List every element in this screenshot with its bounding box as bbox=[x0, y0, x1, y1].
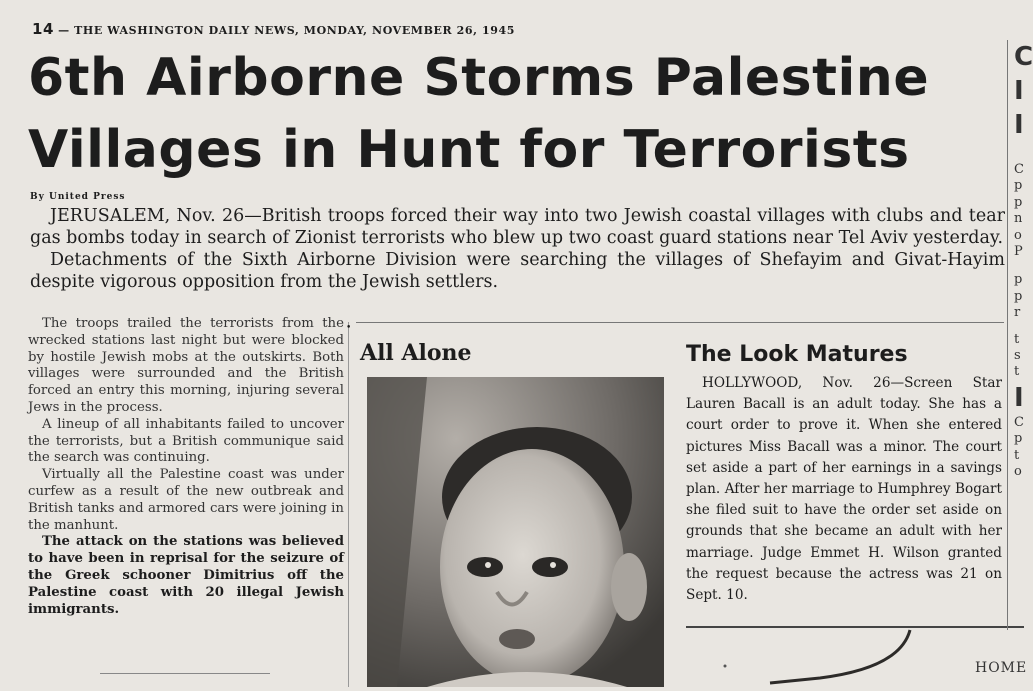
column-end-rule bbox=[100, 673, 270, 674]
left-paragraph-1: The troops trailed the terrorists from the wrecked stations last night but were blocked by hostile Jewish mobs at the outskirts. Both villages were surrounded and the British forced an entry this morning, injuring several Jews in the process. bbox=[28, 316, 344, 415]
lead-paragraphs bbox=[30, 205, 1005, 293]
left-column bbox=[28, 316, 344, 618]
headline-line-2: Villages in Hunt for Terrorists bbox=[28, 120, 910, 180]
left-paragraph-3: Virtually all the Palestine coast was under curfew as a result of the new outbreak and British tanks and armored cars were joining in the manhunt. bbox=[28, 467, 344, 533]
column-divider bbox=[346, 322, 352, 687]
masthead: 14 — THE WASHINGTON DAILY NEWS, MONDAY, NOVEMBER 26, 1945 bbox=[32, 20, 516, 38]
decorative-curve bbox=[700, 628, 920, 688]
page-number: 14 bbox=[32, 20, 55, 38]
lead-paragraph-1: JERUSALEM, Nov. 26—British troops forced their way into two Jewish coastal villages with clubs and tear gas bombs today in search of Zionist terrorists who blew up two coast guard stations near Tel Aviv yesterday. bbox=[30, 206, 1005, 248]
look-story-paragraph: HOLLYWOOD, Nov. 26—Screen Star Lauren Bacall is an adult today. She has a court order to prove it. When she entered pictures Miss Bacall was a minor. The court set aside a part of her earnings in a savings plan. After her marriage to Humphrey Bogart she filed suit to have the order set aside on grounds that she became an adult with her marriage. Judge Emmet H. Wilson granted the request because the actress was 21 on Sept. 10. bbox=[686, 375, 1002, 604]
section-rule bbox=[356, 322, 1004, 323]
byline: By United Press bbox=[30, 192, 126, 202]
adjacent-column-fragment: C I I C p p n o P p p r t s t I C p t o bbox=[1014, 42, 1033, 480]
headline-line-1: 6th Airborne Storms Palestine bbox=[28, 48, 930, 108]
look-story-body bbox=[686, 373, 1002, 606]
headline bbox=[28, 42, 988, 186]
rule-bullet: • bbox=[346, 323, 352, 333]
baby-photo bbox=[367, 377, 664, 687]
look-story-title: The Look Matures bbox=[686, 342, 908, 367]
left-paragraph-4: The attack on the stations was believed to have been in reprisal for the seizure of the Greek schooner Dimitrius off the Palestine coast with 20 illegal Jewish immigrants. bbox=[28, 534, 344, 617]
photo-caption-title: All Alone bbox=[360, 340, 472, 366]
left-paragraph-2: A lineup of all inhabitants failed to uncover the terrorists, but a British communique said the search was continuing. bbox=[28, 416, 344, 466]
masthead-text: THE WASHINGTON DAILY NEWS, MONDAY, NOVEMBER 26, 1945 bbox=[74, 24, 516, 37]
lead-paragraph-2: Detachments of the Sixth Airborne Division were searching the villages of Shefayim and Givat-Hayim despite vigorous opposition from the Jewish settlers. bbox=[30, 250, 1005, 292]
right-column-divider bbox=[1007, 40, 1008, 630]
adjacent-column-word: HOME bbox=[975, 660, 1028, 676]
baby-photo-image bbox=[367, 377, 664, 687]
